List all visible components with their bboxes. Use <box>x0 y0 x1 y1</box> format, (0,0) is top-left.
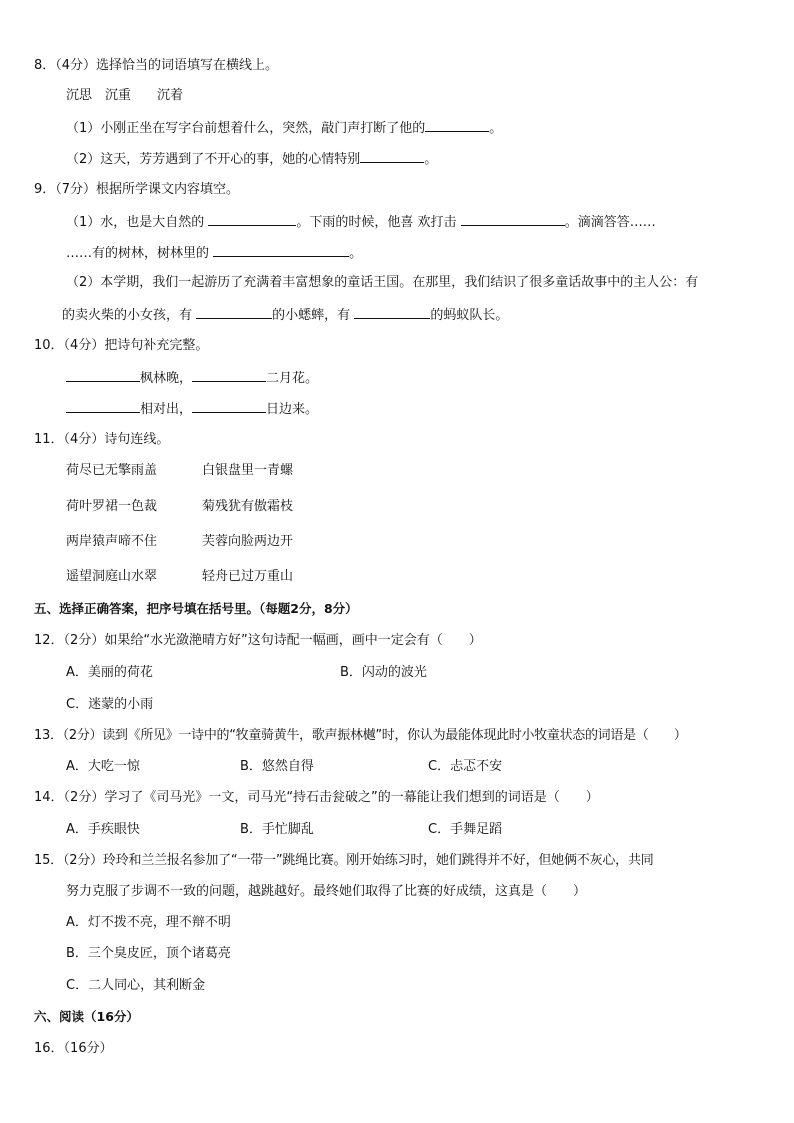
q13-option-c[interactable]: C．忐忑不安 <box>428 759 503 774</box>
answer-blank[interactable] <box>425 118 489 132</box>
q14-option-b[interactable]: B．手忙脚乱 <box>240 822 314 837</box>
q11-title: 11．（4分）诗句连线。 <box>34 432 170 447</box>
answer-blank[interactable] <box>196 305 272 319</box>
q16-title: 16．（16分） <box>34 1041 113 1056</box>
q14-option-a[interactable]: A．手疾眼快 <box>66 822 140 837</box>
answer-blank[interactable] <box>354 305 430 319</box>
section-5-heading: 五、选择正确答案，把序号填在括号里。（每题2分，8分） <box>34 601 358 616</box>
q8-sentence-2: （2）这天，芳芳遇到了不开心的事，她的心情特别 。 <box>66 149 437 169</box>
q13-title: 13．（2分）读到《所见》一诗中的“牧童骑黄牛，歌声振林樾”时，你认为最能体现此时小牧童状态的词语是（ ） <box>34 728 687 743</box>
q11-right-1: 白银盘里一青螺 <box>202 463 294 478</box>
q9-part-2: （2）本学期，我们一起游历了充满着丰富想象的童话王国。在那里，我们结识了很多童话故事中的主人公：有 <box>66 275 699 290</box>
q10-title: 10．（4分）把诗句补充完整。 <box>34 338 209 353</box>
q11-left-4: 遥望洞庭山水翠 <box>66 569 158 584</box>
q8-title: 8．（4分）选择恰当的词语填写在横线上。 <box>34 58 279 73</box>
q11-right-3: 芙蓉向脸两边开 <box>202 534 294 549</box>
q12-option-c[interactable]: C．迷蒙的小雨 <box>66 697 154 712</box>
answer-blank[interactable] <box>192 368 266 382</box>
q11-right-2: 菊残犹有傲霜枝 <box>202 499 294 514</box>
q15-option-c[interactable]: C．二人同心，其利断金 <box>66 978 206 993</box>
answer-blank[interactable] <box>66 368 140 382</box>
q8-sentence-1: （1）小刚正坐在写字台前想着什么，突然，敲门声打断了他的 。 <box>66 118 502 138</box>
q10-line-2: 相对出， 日边来。 <box>66 399 318 419</box>
q14-option-c[interactable]: C．手舞足蹈 <box>428 822 503 837</box>
answer-blank[interactable] <box>208 212 296 226</box>
q14-title: 14．（2分）学习了《司马光》一文，司马光“持石击瓮破之”的一幕能让我们想到的词语是（ ） <box>34 790 599 805</box>
q15-option-b[interactable]: B．三个臭皮匠，顶个诸葛亮 <box>66 946 231 961</box>
answer-blank[interactable] <box>461 212 565 226</box>
q11-left-3: 两岸猿声啼不住 <box>66 534 158 549</box>
q11-right-4: 轻舟已过万重山 <box>202 569 294 584</box>
q12-title: 12．（2分）如果给“水光潋滟晴方好”这句诗配一幅画，画中一定会有（ ） <box>34 633 482 648</box>
q9-part-2-cont: 的卖火柴的小女孩，有 的小蟋蟀，有 的蚂蚁队长。 <box>62 305 508 325</box>
answer-blank[interactable] <box>360 149 424 163</box>
q11-left-2: 荷叶罗裙一色裁 <box>66 499 158 514</box>
q15-title-cont: 努力克服了步调不一致的问题，越跳越好。最终她们取得了比赛的好成绩，这真是（ ） <box>66 884 587 899</box>
q9-part-1: （1）水，也是大自然的 。下雨的时候，他喜 欢打击 。滴滴答答…… <box>66 212 656 232</box>
answer-blank[interactable] <box>213 243 349 257</box>
q8-word-choices: 沉思 沉重 沉着 <box>66 88 184 103</box>
q13-option-b[interactable]: B．悠然自得 <box>240 759 314 774</box>
q12-option-b[interactable]: B．闪动的波光 <box>340 665 427 680</box>
answer-blank[interactable] <box>192 399 266 413</box>
section-6-heading: 六、阅读（16分） <box>34 1009 139 1024</box>
q15-title: 15．（2分）玲玲和兰兰报名参加了“一带一”跳绳比赛。刚开始练习时，她们跳得并不好，但她俩不灰心，共同 <box>34 853 654 868</box>
q9-part-1-cont: ……有的树林，树林里的 。 <box>66 243 362 263</box>
answer-blank[interactable] <box>66 399 140 413</box>
q13-option-a[interactable]: A．大吃一惊 <box>66 759 140 774</box>
q10-line-1: 枫林晚， 二月花。 <box>66 368 318 388</box>
q9-title: 9．（7分）根据所学课文内容填空。 <box>34 182 240 197</box>
q11-left-1: 荷尽已无擎雨盖 <box>66 463 158 478</box>
q12-option-a[interactable]: A．美丽的荷花 <box>66 665 153 680</box>
q15-option-a[interactable]: A．灯不拨不亮，理不辩不明 <box>66 915 231 930</box>
